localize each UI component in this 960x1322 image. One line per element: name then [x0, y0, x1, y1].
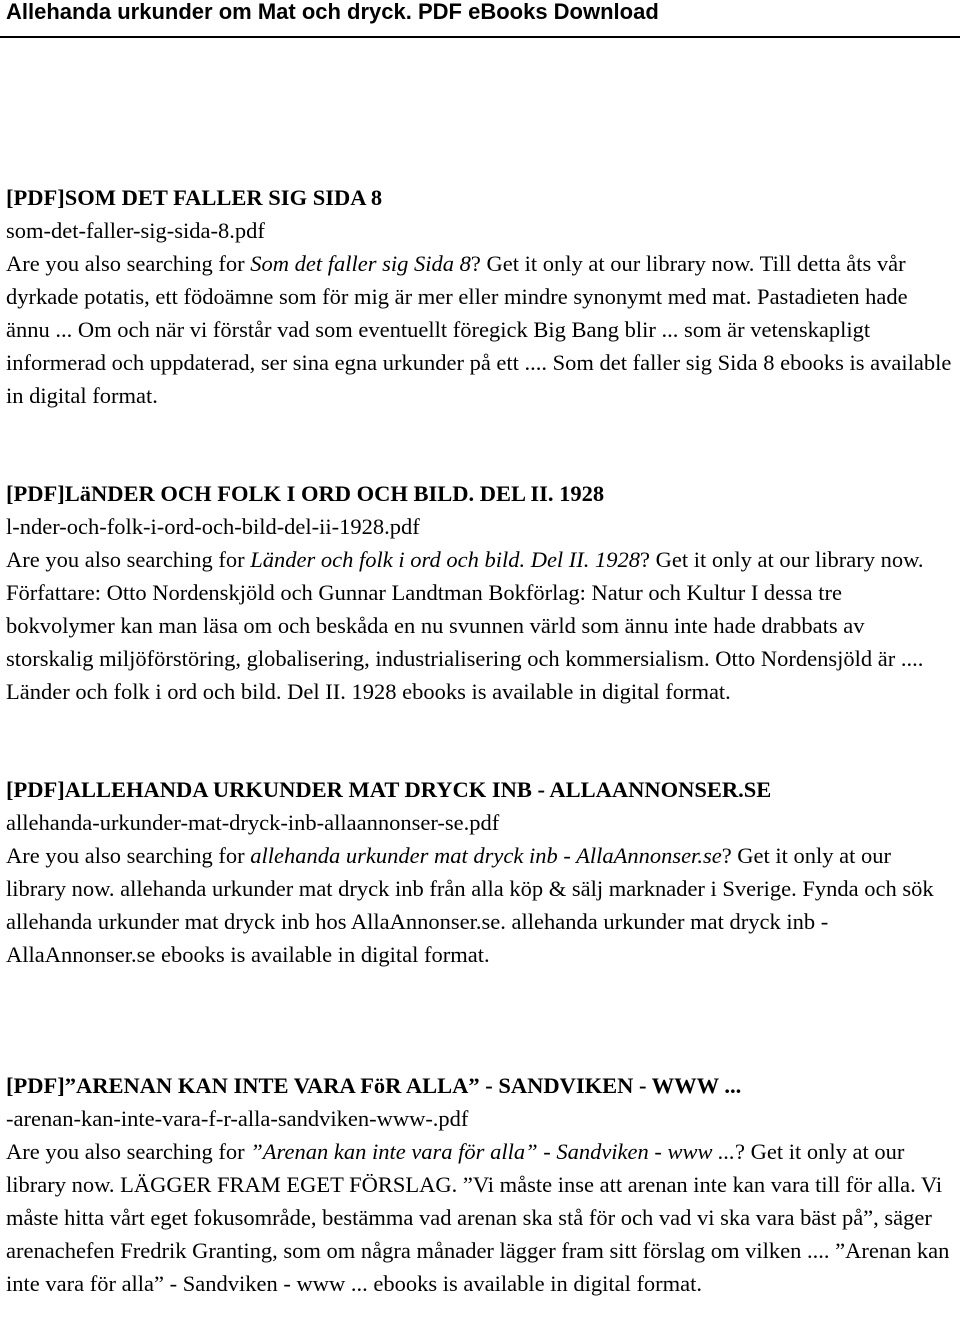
- search-suffix: ? Get it only at our library now.: [640, 547, 924, 572]
- entry-filename: som-det-faller-sig-sida-8.pdf: [6, 218, 265, 243]
- ebook-entry: [6, 773, 954, 1069]
- entry-filename: allehanda-urkunder-mat-dryck-inb-allaannonser-se.pdf: [6, 810, 500, 835]
- ebook-entry: [6, 477, 954, 773]
- entry-body: Författare: Otto Nordenskjöld och Gunnar Landtman Bokförlag: Natur och Kultur I dessa tre bokvolymer kan man läsa om och beskåda en nu svunnen värld som ännu inte hade drabbats av storskalig miljöförstöring, globalisering, industrialisering och kommersialism. Otto Nordensjöld är .... Länder och folk i ord och bild. Del II. 1928 ebooks is available in digital format.: [6, 580, 924, 704]
- search-prefix: Are you also searching for: [6, 547, 251, 572]
- search-term: ”Arenan kan inte vara för alla” - Sandviken - www ...: [250, 1139, 736, 1164]
- entry-filename: -arenan-kan-inte-vara-f-r-alla-sandviken-www-.pdf: [6, 1106, 469, 1131]
- page-title: Allehanda urkunder om Mat och dryck. PDF eBooks Download: [6, 0, 659, 24]
- entry-description: [6, 839, 954, 971]
- search-prefix: Are you also searching for: [6, 251, 251, 276]
- page-header: [0, 0, 960, 40]
- ebook-list: [6, 181, 954, 1300]
- entry-description: [6, 543, 954, 708]
- search-suffix: ? Get it only at our library now.: [6, 1139, 905, 1197]
- entry-filename: l-nder-och-folk-i-ord-och-bild-del-ii-1928.pdf: [6, 514, 420, 539]
- entry-body: Till detta åts vår dyrkade potatis, ett födoämne som för mig är mer eller mindre synonymt med mat. Pastadieten hade ännu ... Om och när vi förstår vad som eventuellt föregick Big Bang blir ... som är vetenskapligt informerad och uppdaterad, ser sina egna urkunder på ett .... Som det faller sig Sida 8 ebooks is available in digital format.: [6, 251, 952, 408]
- search-term: Som det faller sig Sida 8: [250, 251, 471, 276]
- search-suffix: ? Get it only at our library now.: [6, 843, 892, 901]
- entry-title[interactable]: [PDF]SOM DET FALLER SIG SIDA 8: [6, 185, 383, 210]
- entry-description: [6, 247, 954, 412]
- search-prefix: Are you also searching for: [6, 843, 251, 868]
- search-term: allehanda urkunder mat dryck inb - AllaAnnonser.se: [250, 843, 722, 868]
- search-suffix: ? Get it only at our library now.: [470, 251, 760, 276]
- entry-title[interactable]: [PDF]”ARENAN KAN INTE VARA FöR ALLA” - SANDVIKEN - WWW ...: [6, 1073, 742, 1098]
- entry-title[interactable]: [PDF]ALLEHANDA URKUNDER MAT DRYCK INB - ALLAANNONSER.SE: [6, 777, 772, 802]
- header-divider: [0, 36, 960, 38]
- entry-body: LÄGGER FRAM EGET FÖRSLAG. ”Vi måste inse att arenan inte kan vara till för alla. Vi måste hitta vårt eget fokusområde, bestämma vad arenan ska stå för och vad vi ska vara bäst på”, säger arenachefen Fredrik Granting, som om några månader lägger fram sitt förslag om vilken .... ”Arenan kan inte vara för alla” - Sandviken - www ... ebooks is available in digital format.: [6, 1172, 950, 1296]
- ebook-entry: [6, 1069, 954, 1300]
- search-term: Länder och folk i ord och bild. Del II. 1928: [250, 547, 641, 572]
- entry-body: allehanda urkunder mat dryck inb från alla köp & sälj marknader i Sverige. Fynda och sök allehanda urkunder mat dryck inb hos AllaAnnonser.se. allehanda urkunder mat dryck inb - AllaAnnonser.se ebooks is available in digital format.: [6, 876, 934, 967]
- search-prefix: Are you also searching for: [6, 1139, 251, 1164]
- ebook-entry: [6, 181, 954, 477]
- entry-title[interactable]: [PDF]LäNDER OCH FOLK I ORD OCH BILD. DEL II. 1928: [6, 481, 605, 506]
- entry-description: [6, 1135, 954, 1300]
